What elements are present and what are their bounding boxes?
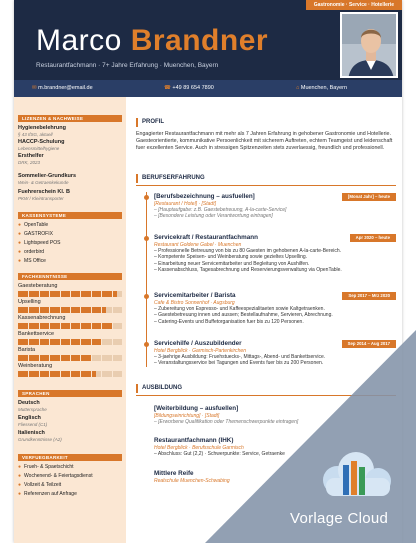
- license-sub: § 43 IfSG, aktuell: [18, 132, 53, 137]
- availability-label: Vollzeit & Teilzeit: [24, 482, 62, 488]
- license-sub: PKW / Kleintransporter: [18, 196, 64, 201]
- candidate-subtitle: Restaurantfachmann · 7+ Jahre Erfahrung · Muenchen, Bayern: [36, 62, 219, 69]
- language-title: Englisch: [18, 415, 41, 421]
- job-bullet: – Gaestebetreuung innen und aussen; Bestellaufnahme, Servieren, Abrechnung.: [154, 312, 333, 319]
- language-title: Italienisch: [18, 430, 45, 436]
- email-text: m.brandner@email.de: [38, 85, 93, 91]
- skill-label: Bankettservice: [18, 331, 55, 337]
- licenses-heading: LIZENZEN & NACHWEISE: [18, 115, 122, 122]
- language-level: Grundkenntnisse (A2): [18, 437, 62, 442]
- watermark-text: Vorlage Cloud: [290, 510, 389, 527]
- education-bullet: – [Erworbene Qualifikation oder Themenschwerpunkte eintragen]: [154, 419, 299, 425]
- education-school: Hotel Bergblick · Berufsschule Garmisch: [154, 445, 244, 451]
- job-bullet: – [Besondere Leistung oder Verantwortung eintragen]: [154, 213, 273, 220]
- job-bullet: – Zubereitung von Espresso- und Kaffeespezialitaeten sowie Kaltgetraenken.: [154, 306, 325, 312]
- skill-label: Kassenabrechnung: [18, 315, 66, 321]
- license-sub: Lebensmittelhygiene: [18, 146, 60, 151]
- license-title: Fuehrerschein Kl. B: [18, 189, 70, 195]
- job-title: Servicehilfe / Auszubildender: [154, 340, 242, 347]
- bullet-icon: ●: [18, 231, 22, 237]
- job-bullet: – Veranstaltungsservice bei Tagungen und Events fuer bis zu 200 Personen.: [154, 360, 324, 367]
- bullet-icon: ●: [18, 491, 22, 497]
- phone-icon: ☎: [164, 85, 173, 91]
- home-icon: ⌂: [296, 85, 301, 91]
- bullet-icon: ●: [18, 249, 22, 255]
- education-bullet: – Abschluss: Gut (2,2) · Schwerpunkte: Service, Getraenke: [154, 451, 285, 457]
- language-title: Deutsch: [18, 400, 40, 406]
- phone-text: +49 89 654 7890: [172, 85, 214, 91]
- bullet-icon: ●: [18, 473, 22, 479]
- license-title: Ersthelfer: [18, 153, 44, 159]
- languages-heading: SPRACHEN: [18, 390, 122, 397]
- bullet-icon: ●: [18, 240, 22, 246]
- profile-text: Engagierter Restaurantfachmann mit mehr als 7 Jahren Erfahrung in gehobener Gastronomie und Hotellerie. Gaesteorientierte, kommunikative Persoenlichkeit mit sicherem Auftreten, echtem Teamgeist und leidenschaft fuer exzellenten Service. Auch in stressigen Spitzenzeiten stets zuverlaessig, freundlich und professionell.: [136, 131, 393, 151]
- job-bullet: – Einarbeitung neuer Servicemitarbeiter und Begleitung von Aushilfen.: [154, 260, 310, 267]
- skill-label: Gaesteberatung: [18, 283, 58, 289]
- availability-label: Wochenend- & Feiertagsdienst: [24, 473, 93, 479]
- job-date: [Monat Jahr] – heute: [342, 193, 396, 201]
- job-title: [Berufsbezeichnung – ausfuellen]: [154, 193, 255, 200]
- last-name: Brandner: [130, 24, 269, 57]
- skill-label: Barista: [18, 347, 36, 353]
- job-company: Restaurant Goldene Gabel · Muenchen: [154, 242, 242, 248]
- license-title: Sommelier-Grundkurs: [18, 173, 77, 179]
- education-title: Restaurantfachmann (IHK): [154, 437, 234, 444]
- education-title: Mittlere Reife: [154, 470, 194, 477]
- location-text: Muenchen, Bayern: [300, 85, 348, 91]
- availability-label: Referenzen auf Anfrage: [24, 491, 77, 497]
- skill-label: Weinberatung: [18, 363, 53, 369]
- education-title: [Weiterbildung – ausfuellen]: [154, 405, 239, 412]
- pos-label: orderbird: [24, 249, 45, 255]
- job-bullet: – Catering-Events und Buffetorganisation fuer bis zu 120 Personen.: [154, 318, 304, 325]
- job-date: Apr 2020 – heute: [350, 234, 396, 242]
- job-bullet: – 3-jaehrige Ausbildung: Fruehstuecks-, Mittags-, Abend- und Bankettservice.: [154, 354, 326, 360]
- education-heading: AUSBILDUNG: [136, 384, 182, 393]
- language-level: Muttersprache: [18, 407, 47, 412]
- license-sub: Wein- & Getraenkekunde: [18, 180, 69, 185]
- job-date: Sep 2017 – Mrz 2020: [342, 292, 396, 300]
- availability-label: Frueh- & Spaetschicht: [24, 464, 74, 470]
- pos-heading: KASSENSYSTEME: [18, 212, 122, 219]
- skill-label: Upselling: [18, 299, 41, 305]
- education-school: [Bildungseinrichtung] · [Stadt]: [154, 413, 220, 419]
- industry-tags: Gastronomie · Service · Hotellerie: [306, 0, 402, 10]
- job-bullet: – [Hauptaufgabe: z.B. Gaestebetreuung, A-la-carte-Service]: [154, 207, 287, 213]
- language-level: Fliessend (C1): [18, 422, 48, 427]
- bullet-icon: ●: [18, 464, 22, 470]
- license-title: HACCP-Schulung: [18, 139, 65, 145]
- first-name: Marco: [36, 24, 122, 57]
- job-bullet: – Professionelle Betreuung von bis zu 80 Gaesten im gehobenen A-la-carte-Bereich.: [154, 248, 342, 254]
- job-company: [Restaurant / Hotel] · [Stadt]: [154, 201, 216, 207]
- job-title: Servicemitarbeiter / Barista: [154, 292, 236, 299]
- mail-icon: ✉: [32, 85, 39, 91]
- bullet-icon: ●: [18, 258, 22, 264]
- bullet-icon: ●: [18, 222, 22, 228]
- job-company: Hotel Bergblick · Garmisch-Partenkirchen: [154, 348, 246, 354]
- pos-label: GASTROFIX: [24, 231, 53, 237]
- experience-heading: BERUFSERFAHRUNG: [136, 174, 205, 183]
- license-title: Hygienebelehrung: [18, 125, 66, 131]
- education-school: Realschule Muenchen-Schwabing: [154, 478, 230, 484]
- job-bullet: – Kassenabschluss, Tagesabrechnung und Reservierungsverwaltung via OpenTable.: [154, 266, 342, 273]
- job-date: Sep 2014 – Aug 2017: [342, 340, 396, 348]
- job-bullet: – Kompetente Speisen- und Weinberatung sowie gezieltes Upselling.: [154, 254, 308, 261]
- pos-label: Lightspeed POS: [24, 240, 61, 246]
- bullet-icon: ●: [18, 482, 22, 488]
- pos-label: MS Office: [24, 258, 46, 264]
- job-title: Servicekraft / Restaurantfachmann: [154, 234, 258, 241]
- license-sub: DRK, 2023: [18, 160, 41, 165]
- pos-label: OpenTable: [24, 222, 49, 228]
- job-company: Cafe & Bistro Sonnenhof · Augsburg: [154, 300, 235, 306]
- skills-heading: FACHKENNTNISSE: [18, 273, 122, 280]
- availability-heading: VERFUEGBARKEIT: [18, 454, 122, 461]
- profile-heading: PROFIL: [136, 118, 164, 127]
